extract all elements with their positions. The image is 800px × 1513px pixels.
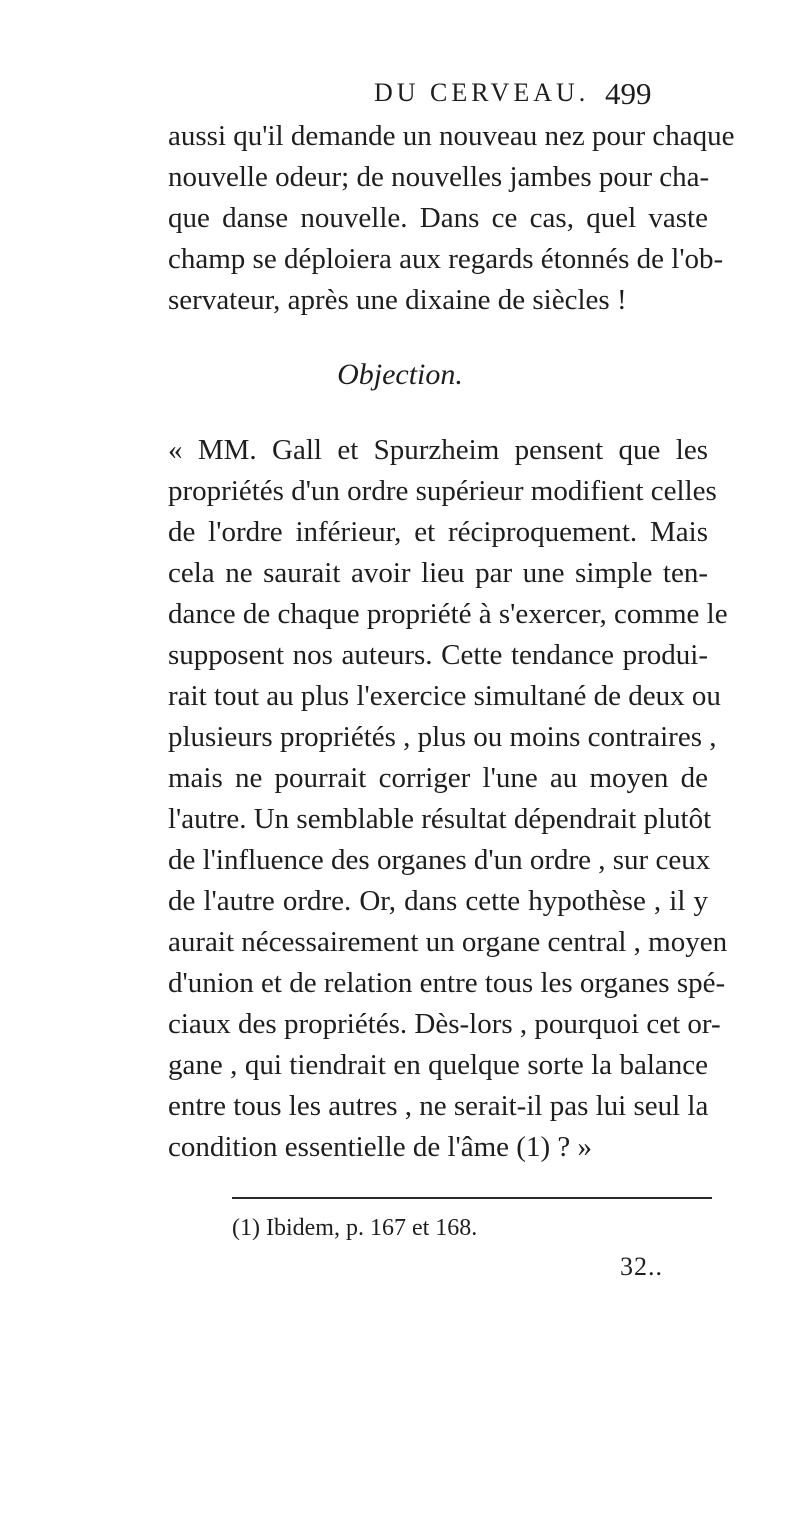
body-line: nouvelle odeur; de nouvelles jambes pour cha- [168, 161, 710, 193]
body-line: cela ne saurait avoir lieu par une simple ten- [168, 557, 708, 589]
body-line: que danse nouvelle. Dans ce cas, quel vaste [168, 202, 708, 234]
body-line: champ se déploiera aux regards étonnés de l'ob- [168, 243, 724, 275]
footnote-rule [232, 1197, 712, 1199]
signature-mark: 32.. [620, 1252, 663, 1281]
body-line: d'union et de relation entre tous les organes spé- [168, 967, 726, 999]
page-number: 499 [605, 76, 652, 111]
body-line: supposent nos auteurs. Cette tendance produi- [168, 639, 708, 671]
body-line: de l'influence des organes d'un ordre , sur ceux [168, 844, 711, 876]
body-line: gane , qui tiendrait en quelque sorte la balance [168, 1049, 708, 1081]
footnote: (1) Ibidem, p. 167 et 168. [232, 1215, 478, 1241]
body-line: entre tous les autres , ne serait-il pas lui seul la [168, 1090, 709, 1122]
body-line: « MM. Gall et Spurzheim pensent que les [168, 434, 708, 466]
body-line: ciaux des propriétés. Dès-lors , pourquoi cet or- [168, 1008, 721, 1040]
body-line: aurait nécessairement un organe central , moyen [168, 926, 728, 958]
body-line: plusieurs propriétés , plus ou moins contraires , [168, 721, 717, 753]
body-line: mais ne pourrait corriger l'une au moyen de [168, 762, 708, 794]
running-title: DU CERVEAU. [374, 78, 590, 107]
body-line: aussi qu'il demande un nouveau nez pour chaque [168, 120, 735, 152]
section-heading: Objection. [337, 358, 463, 391]
running-head [0, 78, 800, 118]
body-line: condition essentielle de l'âme (1) ? » [168, 1131, 592, 1163]
body-line: dance de chaque propriété à s'exercer, comme le [168, 598, 728, 630]
body-line: propriétés d'un ordre supérieur modifient celles [168, 475, 717, 507]
body-line: rait tout au plus l'exercice simultané de deux ou [168, 680, 721, 712]
body-line: l'autre. Un semblable résultat dépendrait plutôt [168, 803, 712, 835]
body-line: de l'ordre inférieur, et réciproquement. Mais [168, 516, 708, 548]
body-line: servateur, après une dixaine de siècles ! [168, 284, 627, 316]
body-line: de l'autre ordre. Or, dans cette hypothèse , il y [168, 885, 708, 917]
